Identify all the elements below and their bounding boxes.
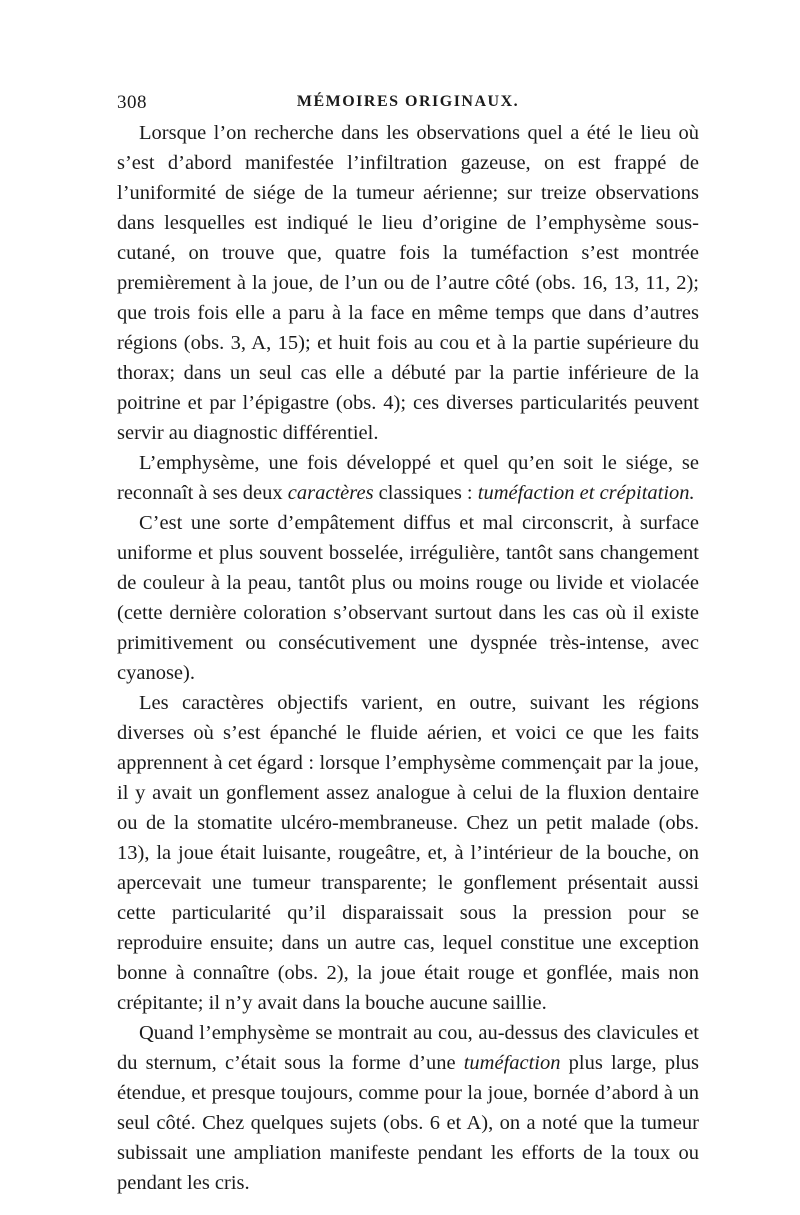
running-head (117, 92, 699, 118)
text-run: C’est une sorte d’empâtement diffus et mal circonscrit, à surface uniforme et plus souvent bosselée, irrégulière, tantôt sans changement de couleur à la peau, tantôt plus ou moins rouge ou livide et violacée (cette dernière coloration s’observant surtout dans les cas où il existe primitivement ou consécutivement une dyspnée très-intense, avec cyanose). (117, 512, 699, 684)
text-run: plus large, plus étendue, et presque toujours, comme pour la joue, bornée d’abord à un seul côté. Chez quelques sujets (obs. 6 et A), on a noté que la tumeur subissait une ampliation manifeste pendant les efforts de la toux ou pendant les cris. (117, 1052, 699, 1194)
paragraph (117, 688, 699, 1018)
text-run: Les caractères objectifs varient, en outre, suivant les régions diverses où s’est épanché le fluide aérien, et voici ce que les faits apprennent à cet égard : lorsque l’emphysème commençait par la joue, il y avait un gonflement assez analogue à celui de la fluxion dentaire ou de la stomatite ulcéro-membraneuse. Chez un petit malade (obs. 13), la joue était luisante, rougeâtre, et, à l’intérieur de la bouche, on apercevait une tumeur transparente; le gonflement présentait aussi cette particularité qu’il disparaissait sous la pression pour se reproduire ensuite; dans un autre cas, lequel constitue une exception bonne à connaître (obs. 2), la joue était rouge et gonflée, mais non crépitante; il n’y avait dans la bouche aucune saillie. (117, 692, 699, 1014)
paragraph (117, 448, 699, 508)
text-run: L’emphysème, une fois développé et quel qu’en soit le siége, se reconnaît à ses deux (117, 452, 699, 504)
text-run: Quand l’emphysème se montrait au cou, au-dessus des clavicules et du sternum, c’était sous la forme d’une (117, 1022, 699, 1074)
text-run: classiques : (373, 482, 478, 504)
running-title: MÉMOIRES ORIGINAUX. (296, 93, 520, 110)
italic-text: tuméfaction (463, 1052, 561, 1074)
italic-text: tuméfaction et crépitation. (477, 482, 695, 504)
paragraph (117, 508, 699, 688)
paragraph (117, 118, 699, 448)
paragraph (117, 1018, 699, 1198)
body-text (117, 118, 699, 1198)
page-number: 308 (117, 92, 147, 113)
italic-text: caractères (287, 482, 374, 504)
text-run: Lorsque l’on recherche dans les observations quel a été le lieu où s’est d’abord manifestée l’infiltration gazeuse, on est frappé de l’uniformité de siége de la tumeur aérienne; sur treize observations dans lesquelles est indiqué le lieu d’origine de l’emphysème sous-cutané, on trouve que, quatre fois la tuméfaction s’est montrée premièrement à la joue, de l’un ou de l’autre côté (obs. 16, 13, 11, 2); que trois fois elle a paru à la face en même temps que dans d’autres régions (obs. 3, A, 15); et huit fois au cou et à la partie supérieure du thorax; dans un seul cas elle a débuté par la partie inférieure de la poitrine et par l’épigastre (obs. 4); ces diverses particularités peuvent servir au diagnostic différentiel. (117, 122, 699, 444)
book-page (117, 92, 699, 1198)
